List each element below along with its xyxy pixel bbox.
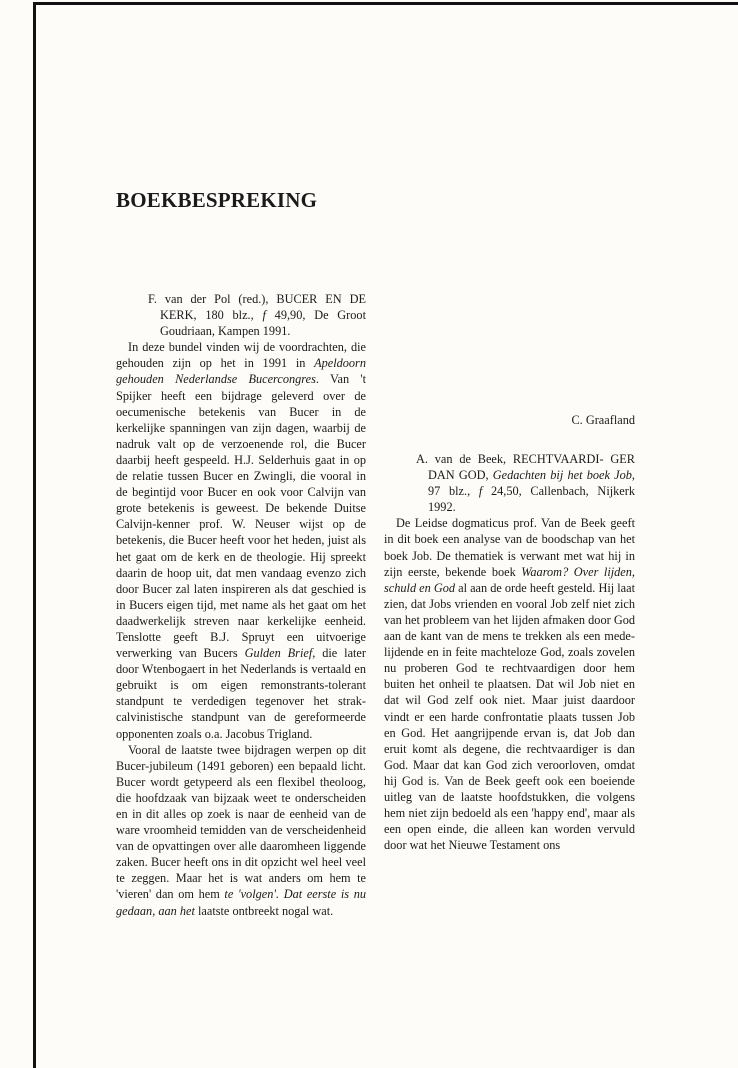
italic-title: Gulden Brief [244, 646, 313, 661]
text-run: al aan de orde heeft gesteld. Hij laat zien, dat Jobs vrienden en vooral Job zelf niet zich van het probleem van het lijden afmaken door God aan de kant van de mens te trekken als een mede-lijdende en in feite machteloze God, zoals zovelen nu proberen God te rechtvaardigen door hem buiten het onheil te plaatsen. Dat wil Job niet en dat wil God zelf ook niet. Maar juist daardoor vindt er een harde confrontatie plaats tussen Job en God. Het aangrijpende ervan is, dat Job dan eruit komt als degene, die rechtvaardiger is dan God. Maar dat kan God zich veroorloven, omdat hij God is. Van de Beek geeft ook een boeiende uitleg van de laatste hoofdstukken, die volgens hem niet zijn bedoeld als een 'happy end', maar als een open einde, die alleen kan worden vervuld door wat het Nieuwe Testament ons [384, 580, 635, 853]
italic-title: Waarom? Over lijden, schuld en God [384, 564, 635, 595]
review1-bibliography [116, 291, 366, 339]
text-run: laatste ontbreekt nogal wat. [194, 903, 334, 918]
text-run: , die later door Wtenbogaert in het Nederlands is vertaald en gebruikt is om eigen remonstrants-tolerant standpunt te verdedigen tegenover het strak-calvinistische standpunt van de gereformeerde opponenten zoals o.a. Jacobus Trigland. [116, 646, 366, 741]
review1-author: C. Graafland [571, 413, 635, 427]
text-run: In deze bundel vinden wij de voordrachten, die gehouden zijn op het in 1991 in [116, 340, 366, 371]
review1-paragraph-1 [116, 339, 366, 741]
review2-biblio-price: 24,50, Callenbach, Nijkerk 1992. [428, 484, 635, 515]
review2-biblio-title: GER DAN GOD, [428, 452, 636, 483]
text-run: . Van 't Spijker heeft een bijdrage geleverd over de oecumenische betekenis van Bucer in de kerkelijke spanningen van zijn dagen, waarbij de nadruk valt op de verzoenende rol, die Bucer daarbij heeft gespeeld. H.J. Selderhuis gaat in op de relatie tussen Bucer en Zwingli, die vooral in de begintijd voor Bucer en ook voor Calvijn van grote betekenis is geweest. De bekende Duitse Calvijn-kenner prof. W. Neuser wijst op de betekenis, die Bucer heeft voor het heden, juist als het gaat om de kerk en de theologie. Hij spreekt daarin de hoop uit, dat men vandaag evenzo zich door Bucer zal laten inspireren als dat geschied is in Bucers eigen tijd, met name als het gaat om het daadwerkelijk streven naar kerkelijke eenheid. Tenslotte geeft B.J. Spruyt een uitvoerige verwerking van Bucers [116, 372, 366, 661]
review2-paragraph-1 [384, 515, 635, 853]
review1-biblio-line1: F. van der Pol (red.), BUCER EN DE [148, 292, 366, 306]
italic-run: te 'volgen'. Dat eerste is nu gedaan, aan het [116, 887, 366, 918]
text-run: De Leidse dogmaticus prof. Van de Beek geeft in dit boek een analyse van de boodschap van het boek Job. De thematiek is verwant met wat hij in zijn eerste, bekende boek [384, 516, 635, 579]
review1-biblio-price: 49,90, De Groot [265, 308, 366, 323]
review2-biblio-subtitle: Gedachten bij het boek Job [492, 468, 632, 483]
text-run: Vooral de laatste twee bijdragen werpen op dit Bucer-jubileum (1491 geboren) een bepaald licht. Bucer wordt getypeerd als een flexibel theoloog, die hoofdzaak van bijzaak weet te onderscheiden en in dit alles op zoek is naar de eenheid van de ware vroomheid temidden van de verscheidenheid van de opvattingen over alle daaromheen liggende zaken. Bucer heeft ons in dit opzicht wel heel veel te zeggen. Maar het is wat anders om hem te 'vieren' dan om hem [116, 742, 366, 902]
scan-edge-left [33, 2, 36, 1068]
review2 [384, 451, 635, 853]
review1-biblio-publisher: Goudriaan, Kampen 1991. [160, 324, 291, 339]
review2-biblio-pages: , 97 blz., [428, 468, 635, 499]
review1-biblio-currency: f [262, 308, 266, 323]
scan-edge-top [33, 2, 738, 5]
page-heading: BOEKBESPREKING [116, 188, 318, 212]
review2-biblio-currency: f [478, 484, 483, 499]
italic-title: Apeldoorn gehouden Nederlandse Bucercongres [116, 356, 366, 387]
review1-biblio-pages: KERK, 180 blz., [160, 308, 263, 323]
review2-biblio-line1: A. van de Beek, RECHTVAARDI- [416, 452, 604, 466]
review2-bibliography [384, 451, 635, 515]
left-column [116, 291, 366, 919]
review1-paragraph-2 [116, 742, 366, 919]
